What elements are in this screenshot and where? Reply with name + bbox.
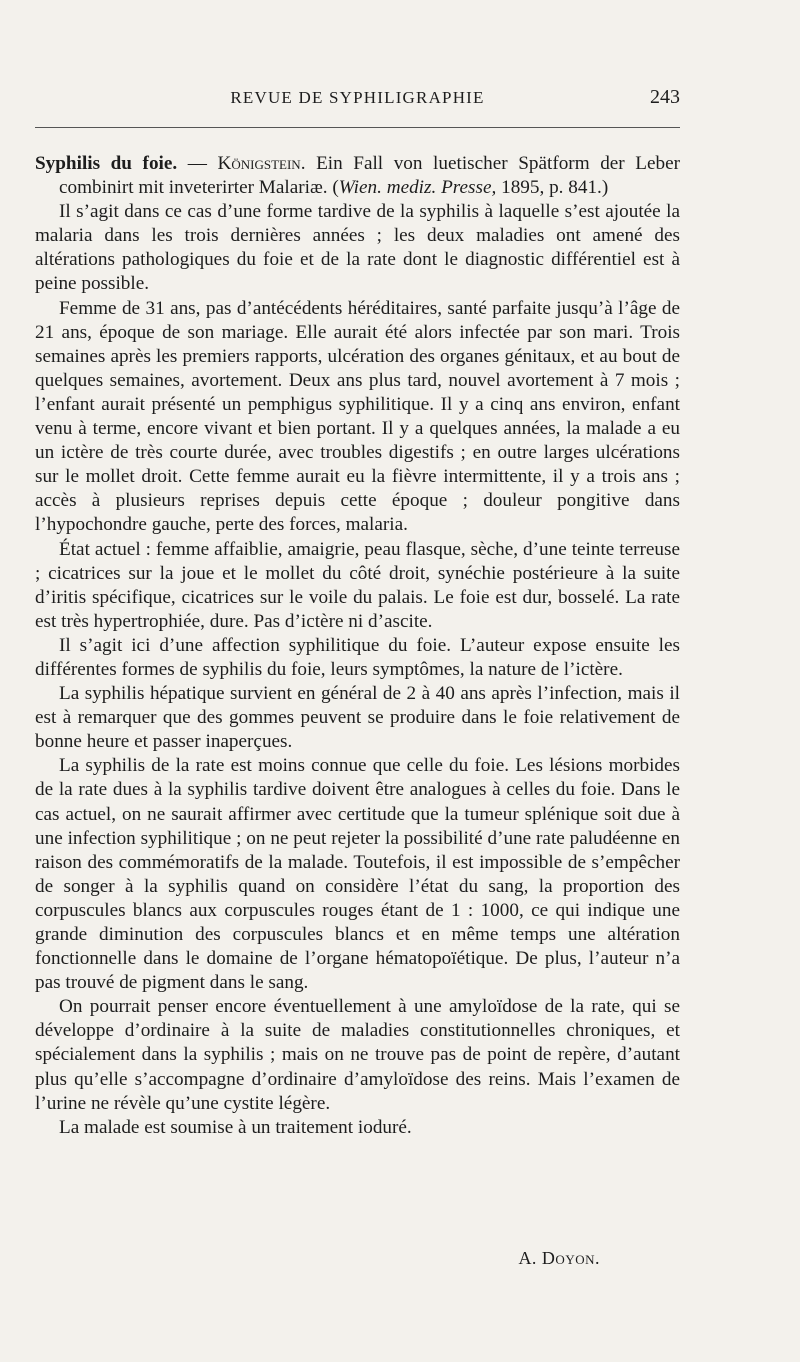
header-rule <box>35 127 680 128</box>
author-signature: A. Doyon. <box>518 1248 600 1268</box>
page-number: 243 <box>650 86 680 108</box>
entry-title: Syphilis du foie. <box>35 153 178 174</box>
entry-reference-end: 1895, p. 841.) <box>496 177 609 199</box>
paragraph: Il s’agit ici d’une affection syphilitique du foie. L’auteur expose ensuite les différentes formes de syphilis du foie, leurs symptômes, la nature de l’ictère. <box>35 634 680 680</box>
entry-reference: Ein Fall von luetischer Spätform der Leber combinirt mit inveterirter Malariæ. ( <box>59 153 680 199</box>
article-body <box>35 152 680 1140</box>
entry-author: Königstein. <box>217 153 306 174</box>
paragraph: La syphilis hépatique survient en général de 2 à 40 ans après l’infection, mais il est à remarquer que des gommes peuvent se produire dans le foie relativement de bonne heure et passer inaperçues. <box>35 683 680 753</box>
paragraph: État actuel : femme affaiblie, amaigrie, peau flasque, sèche, d’une teinte terreuse ; cicatrices sur la joue et le mollet du côté droit, synéchie postérieure à la suite d’iritis spécifique, cicatrices sur le voile du palais. Le foie est dur, bosselé. La rate est très hypertrophiée, dure. Pas d’ictère ni d’ascite. <box>35 538 680 632</box>
paragraph: Femme de 31 ans, pas d’antécédents héréditaires, santé parfaite jusqu’à l’âge de 21 ans, époque de son mariage. Elle aurait été alors infectée par son mari. Trois semaines après les premiers rapports, ulcération des organes génitaux, et au bout de quelques semaines, avortement. Deux ans plus tard, nouvel avortement à 7 mois ; l’enfant aurait présenté un pemphigus syphilitique. Il y a cinq ans environ, enfant venu à terme, encore vivant et bien portant. Il y a quelques années, la malade a eu un ictère de très courte durée, avec troubles digestifs ; en outre larges ulcérations sur le mollet droit. Cette femme aurait eu la fièvre intermittente, il y a trois ans ; accès à plusieurs reprises depuis cette époque ; douleur pongitive dans l’hypochondre gauche, perte des forces, malaria. <box>35 297 680 536</box>
paragraph: On pourrait penser encore éventuellement à une amyloïdose de la rate, qui se développe d’ordinaire à la suite de maladies constitutionnelles chroniques, et spécialement dans la syphilis ; mais on ne trouve pas de point de repère, d’autant plus qu’elle s’accompagne d’ordinaire d’amyloïdose des reins. Mais l’examen de l’urine ne révèle qu’une cystite légère. <box>35 996 680 1114</box>
paragraph: Il s’agit dans ce cas d’une forme tardive de la syphilis à laquelle s’est ajoutée la malaria dans les trois dernières années ; les deux maladies ont amené des altérations pathologiques du foie et de la rate dont le diagnostic différentiel est à peine possible. <box>35 201 680 295</box>
paragraph: La syphilis de la rate est moins connue que celle du foie. Les lésions morbides de la rate dues à la syphilis tardive doivent être analogues à celles du foie. Dans le cas actuel, on ne saurait affirmer avec certitude que la tumeur splénique soit due à une infection syphilitique ; on ne peut rejeter la possibilité d’une rate paludéenne en raison des commémoratifs de la malade. Toutefois, il est impossible de s’empêcher de songer à la syphilis quand on considère l’état du sang, la proportion des corpuscules blancs aux corpuscules rouges étant de 1 : 1000, ce qui indique une grande diminution des corpuscules blancs et en même temps une altération fonctionnelle dans le domaine de l’organe hématopoïétique. De plus, l’auteur n’a pas trouvé de pigment dans le sang. <box>35 755 680 994</box>
running-title: REVUE DE SYPHILIGRAPHIE <box>230 88 485 107</box>
entry-journal: Wien. mediz. Presse, <box>338 177 497 199</box>
page-header <box>35 86 680 116</box>
entry-dash: — <box>177 153 218 174</box>
bibliographic-entry <box>35 152 680 200</box>
paragraph: La malade est soumise à un traitement ioduré. <box>59 1116 412 1138</box>
